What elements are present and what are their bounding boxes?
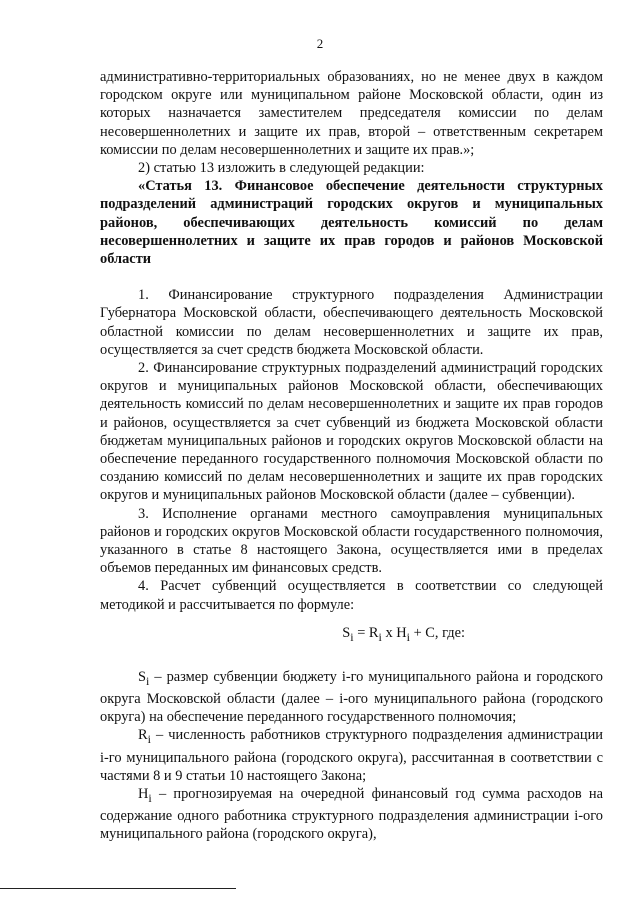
formula-symbol: R [368, 624, 379, 641]
definition-subscript: i [148, 790, 152, 805]
formula-symbol: H [396, 624, 407, 641]
formula-operator: x [381, 624, 397, 641]
paragraph: административно-территориальных образованиях, но не менее двух в каждом городском округе или муниципальном районе Московской области, один из которых назначается заместителем председателя комиссии по делам несовершеннолетних и защите их прав, второй – ответственным секретарем комиссии по делам несовершеннолетних и защите их прав.»; [100, 69, 603, 158]
list-item: 4. Расчет субвенций осуществляется в соответствии со следующей методикой и рассчитывается по формуле: [100, 578, 603, 613]
definition-symbol: R [138, 727, 148, 744]
definition-symbol: H [138, 785, 149, 802]
formula-symbol: S [342, 624, 351, 641]
formula-subscript: i [378, 629, 382, 644]
list-item: 2. Финансирование структурных подразделений администраций городских округов и муниципальных районов Московской области, обеспечивающих деятельность комиссий по делам несовершеннолетних и защите их прав городов и районов, осуществляется за счет субвенций из бюджета Московской области бюджетам муниципальных районов и городских округов Московской области на обеспечение переданного государственного полномочия Московской области по созданию комиссий по делам несовершеннолетних и защите их прав городских округов и муниципальных районов Московской области (далее – субвенции). [100, 360, 603, 504]
footnote-divider [0, 888, 236, 889]
paragraph: 2) статью 13 изложить в следующей редакции: [138, 160, 425, 177]
definition-text: – прогнозируемая на очередной финансовый год сумма расходов на содержание одного работника структурного подразделения администрации i-ого муниципального района (городского округа), [100, 785, 603, 843]
definition-text: – численность работников структурного подразделения администрации i-го муниципального района (городского округа), рассчитанная в соответствии с частями 8 и 9 статьи 10 настоящего Закона; [100, 727, 603, 784]
definition-symbol: S [138, 668, 147, 685]
definition-text: – размер субвенции бюджету i-го муниципального района и городского округа Московской области (далее – i-ого муниципального района (городского округа) на обеспечение переданного государственного полномочия; [100, 668, 603, 726]
list-item: 1. Финансирование структурного подразделения Администрации Губернатора Московской области, обеспечивающего деятельность Московской областной комиссии по делам несовершеннолетних и защите их прав, осуществляется за счет средств бюджета Московской области. [100, 287, 603, 358]
page-number: 2 [316, 36, 324, 51]
formula [100, 624, 603, 646]
article-title: «Статья 13. Финансовое обеспечение деятельности структурных подразделений администраций городских округов и муниципальных районов, обеспечивающих деятельность комиссий по делам несовершеннолетних и защите их прав городов и районов Московской области [100, 178, 603, 268]
definition [100, 785, 603, 843]
formula-operator: = [353, 624, 369, 641]
formula-subscript: i [406, 629, 410, 644]
spacer [100, 268, 603, 286]
definition [100, 726, 603, 784]
list-item: 3. Исполнение органами местного самоуправления муниципальных районов и городских округов Московской области государственного полномочия, указанного в статье 8 настоящего Закона, осуществляется ими в пределах объемов переданных им финансовых средств. [100, 505, 603, 577]
formula-subscript: i [350, 629, 354, 644]
document-body [100, 68, 603, 843]
definition [100, 668, 603, 726]
definition-subscript: i [147, 732, 151, 747]
formula-tail: + C, где: [410, 624, 465, 641]
definition-subscript: i [146, 673, 150, 688]
